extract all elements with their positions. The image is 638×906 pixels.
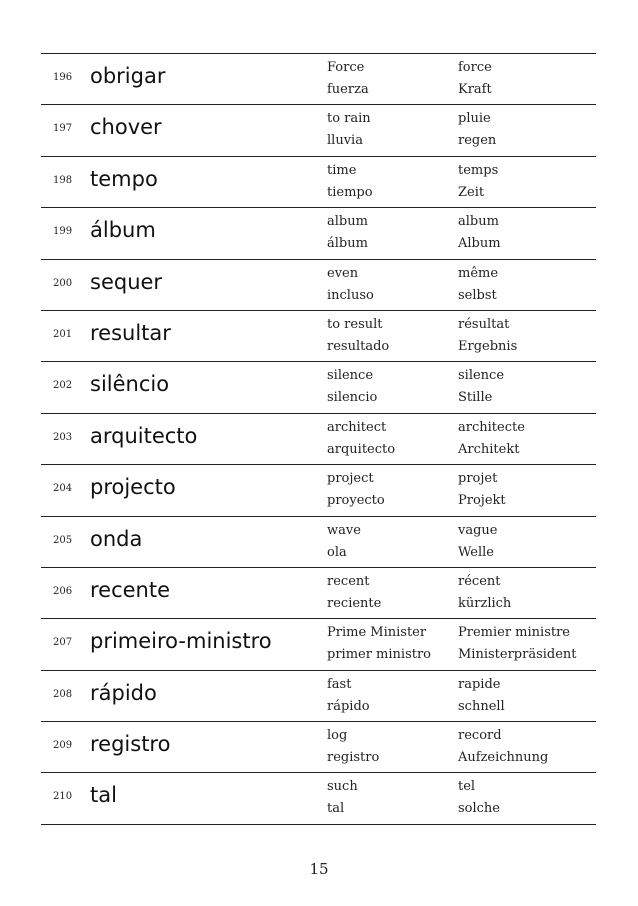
- german-translation: kürzlich: [458, 595, 512, 611]
- spanish-translation: ola: [327, 544, 347, 560]
- entry-number: 201: [53, 328, 73, 340]
- portuguese-word: primeiro-ministro: [90, 629, 272, 654]
- portuguese-word: onda: [90, 526, 143, 551]
- table-row: [41, 517, 596, 568]
- table-row: [41, 208, 596, 259]
- portuguese-word: chover: [90, 115, 162, 140]
- english-translation: such: [327, 779, 358, 795]
- spanish-translation: rápido: [327, 698, 370, 714]
- french-translation: pluie: [458, 111, 491, 127]
- portuguese-word: rápido: [90, 680, 157, 705]
- vocabulary-table: [41, 53, 596, 825]
- entry-number: 197: [53, 123, 73, 135]
- spanish-translation: tiempo: [327, 184, 373, 200]
- english-translation: architect: [327, 419, 387, 435]
- entry-number: 209: [53, 740, 73, 752]
- english-translation: log: [327, 728, 348, 744]
- spanish-translation: silencio: [327, 390, 378, 406]
- spanish-translation: proyecto: [327, 493, 385, 509]
- spanish-translation: registro: [327, 750, 380, 766]
- spanish-translation: álbum: [327, 236, 368, 252]
- entry-number: 205: [53, 534, 73, 546]
- portuguese-word: tempo: [90, 166, 158, 191]
- english-translation: album: [327, 214, 368, 230]
- english-translation: Prime Minister: [327, 625, 427, 641]
- french-translation: architecte: [458, 419, 525, 435]
- table-row: [41, 619, 596, 670]
- spanish-translation: fuerza: [327, 82, 369, 97]
- table-row: [41, 465, 596, 516]
- german-translation: Kraft: [458, 82, 492, 97]
- table-row: [41, 671, 596, 722]
- french-translation: silence: [458, 368, 505, 384]
- german-translation: Aufzeichnung: [458, 750, 549, 766]
- entry-number: 202: [53, 380, 73, 392]
- table-row: [41, 54, 596, 105]
- french-translation: même: [458, 265, 499, 281]
- french-translation: temps: [458, 162, 499, 178]
- english-translation: fast: [327, 676, 352, 692]
- portuguese-word: resultar: [90, 320, 171, 345]
- french-translation: récent: [458, 573, 501, 589]
- french-translation: vague: [458, 522, 498, 538]
- spanish-translation: reciente: [327, 595, 382, 611]
- english-translation: to rain: [327, 111, 371, 127]
- entry-number: 199: [53, 226, 73, 238]
- english-translation: silence: [327, 368, 374, 384]
- german-translation: Projekt: [458, 493, 506, 509]
- german-translation: Architekt: [458, 441, 520, 457]
- french-translation: Premier ministre: [458, 625, 570, 641]
- portuguese-word: projecto: [90, 475, 176, 500]
- spanish-translation: lluvia: [327, 133, 363, 149]
- table-row: [41, 568, 596, 619]
- german-translation: solche: [458, 801, 501, 817]
- german-translation: Ministerpräsident: [458, 647, 577, 663]
- english-translation: to result: [327, 316, 383, 332]
- portuguese-word: registro: [90, 732, 171, 757]
- english-translation: wave: [327, 522, 361, 538]
- spanish-translation: tal: [327, 801, 345, 817]
- entry-number: 210: [53, 791, 73, 803]
- german-translation: regen: [458, 133, 497, 149]
- french-translation: rapide: [458, 676, 501, 692]
- table-row: [41, 157, 596, 208]
- entry-number: 196: [53, 72, 73, 83]
- portuguese-word: silêncio: [90, 372, 170, 397]
- german-translation: Ergebnis: [458, 338, 518, 354]
- table-row: [41, 105, 596, 156]
- french-translation: record: [458, 728, 502, 744]
- entry-number: 207: [53, 637, 73, 649]
- french-translation: tel: [458, 779, 476, 795]
- table-row: [41, 311, 596, 362]
- french-translation: album: [458, 214, 499, 230]
- portuguese-word: obrigar: [90, 64, 166, 88]
- french-translation: projet: [458, 471, 498, 487]
- portuguese-word: sequer: [90, 269, 163, 294]
- german-translation: selbst: [458, 287, 497, 303]
- german-translation: Album: [458, 236, 501, 252]
- french-translation: force: [458, 60, 492, 75]
- german-translation: schnell: [458, 698, 505, 714]
- spanish-translation: incluso: [327, 287, 374, 303]
- portuguese-word: álbum: [90, 218, 156, 243]
- spanish-translation: primer ministro: [327, 647, 432, 663]
- table-row: [41, 414, 596, 465]
- portuguese-word: recente: [90, 577, 171, 602]
- entry-number: 203: [53, 431, 73, 443]
- portuguese-word: arquitecto: [90, 423, 198, 448]
- german-translation: Stille: [458, 390, 493, 406]
- table-row: [41, 722, 596, 773]
- entry-number: 200: [53, 277, 73, 289]
- entry-number: 198: [53, 174, 73, 186]
- english-translation: time: [327, 162, 357, 178]
- spanish-translation: resultado: [327, 338, 390, 354]
- french-translation: résultat: [458, 316, 510, 332]
- table-row: [41, 773, 596, 824]
- english-translation: project: [327, 471, 374, 487]
- english-translation: Force: [327, 60, 365, 75]
- page-number: 15: [309, 860, 329, 878]
- german-translation: Zeit: [458, 184, 485, 200]
- portuguese-word: tal: [90, 783, 117, 808]
- entry-number: 206: [53, 585, 73, 597]
- spanish-translation: arquitecto: [327, 441, 396, 457]
- english-translation: recent: [327, 573, 370, 589]
- german-translation: Welle: [458, 544, 495, 560]
- table-row: [41, 362, 596, 413]
- table-row: [41, 260, 596, 311]
- english-translation: even: [327, 265, 359, 281]
- entry-number: 208: [53, 688, 73, 700]
- entry-number: 204: [53, 483, 73, 495]
